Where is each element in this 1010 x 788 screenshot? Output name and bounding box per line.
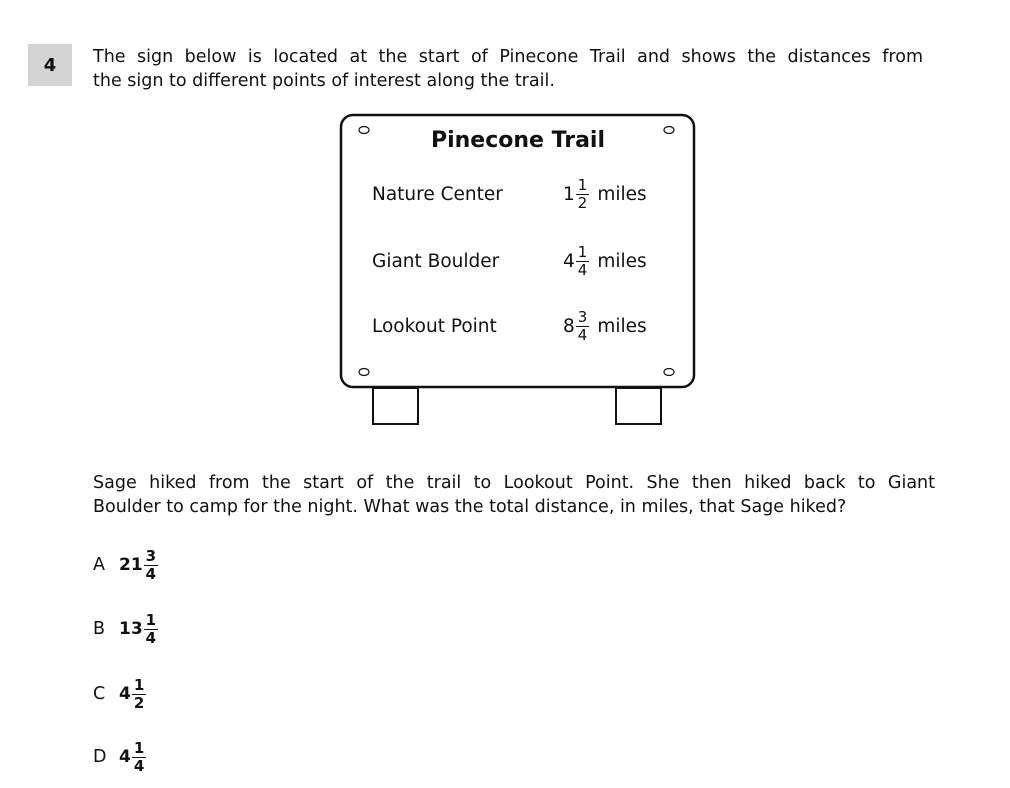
- sign-row-label: Nature Center: [372, 184, 503, 205]
- sign-row-distance: [563, 178, 647, 211]
- distance-fraction: $\frac{3}{4}$: [577, 308, 588, 344]
- distance-whole: 4: [563, 251, 575, 272]
- stem-line-2: the sign to different points of interest along the trail.: [93, 71, 555, 91]
- sign-row-label: Giant Boulder: [372, 251, 500, 272]
- choice-whole: 13: [119, 619, 143, 639]
- answer-choice-c[interactable]: [93, 677, 146, 711]
- choice-whole: 4: [119, 747, 131, 767]
- stem-line-1: The sign below is located at the start of Pinecone Trail and shows the distances from: [93, 47, 923, 67]
- question-number: 4: [28, 44, 72, 86]
- choice-letter: D: [93, 747, 107, 767]
- distance-unit: miles: [597, 251, 647, 272]
- prompt-line-2: Boulder to camp for the night. What was the total distance, in miles, that Sage hiked?: [93, 497, 847, 517]
- choice-fraction: $\frac{1}{4}$: [145, 611, 157, 647]
- prompt-line-1: Sage hiked from the start of the trail to Lookout Point. She then hiked back to Giant: [93, 473, 935, 493]
- distance-fraction: $\frac{1}{2}$: [577, 176, 588, 212]
- distance-unit: miles: [597, 184, 647, 205]
- choice-fraction: $\frac{1}{4}$: [133, 739, 145, 775]
- answer-choice-d[interactable]: [93, 740, 146, 774]
- sign-post-right: [616, 388, 661, 424]
- distance-whole: 1: [563, 184, 575, 205]
- distance-whole: 8: [563, 316, 575, 337]
- sign-row-label: Lookout Point: [372, 316, 497, 337]
- question-stem: [93, 45, 923, 93]
- sign-post-left: [373, 388, 418, 424]
- sign-title: Pinecone Trail: [430, 128, 605, 153]
- answer-choice-b[interactable]: [93, 612, 158, 646]
- choice-letter: B: [93, 619, 106, 639]
- distance-unit: miles: [597, 316, 647, 337]
- choice-fraction: $\frac{3}{4}$: [145, 547, 157, 583]
- choice-whole: 4: [119, 684, 131, 704]
- choice-letter: C: [93, 684, 106, 704]
- choice-letter: A: [93, 555, 105, 575]
- answer-choice-a[interactable]: [93, 548, 158, 582]
- distance-fraction: $\frac{1}{4}$: [577, 243, 588, 279]
- sign-row-distance: [563, 310, 647, 343]
- choice-whole: 21: [119, 555, 143, 575]
- sign-row-distance: [563, 245, 647, 278]
- question-prompt: [93, 471, 935, 519]
- choice-fraction: $\frac{1}{2}$: [133, 676, 145, 712]
